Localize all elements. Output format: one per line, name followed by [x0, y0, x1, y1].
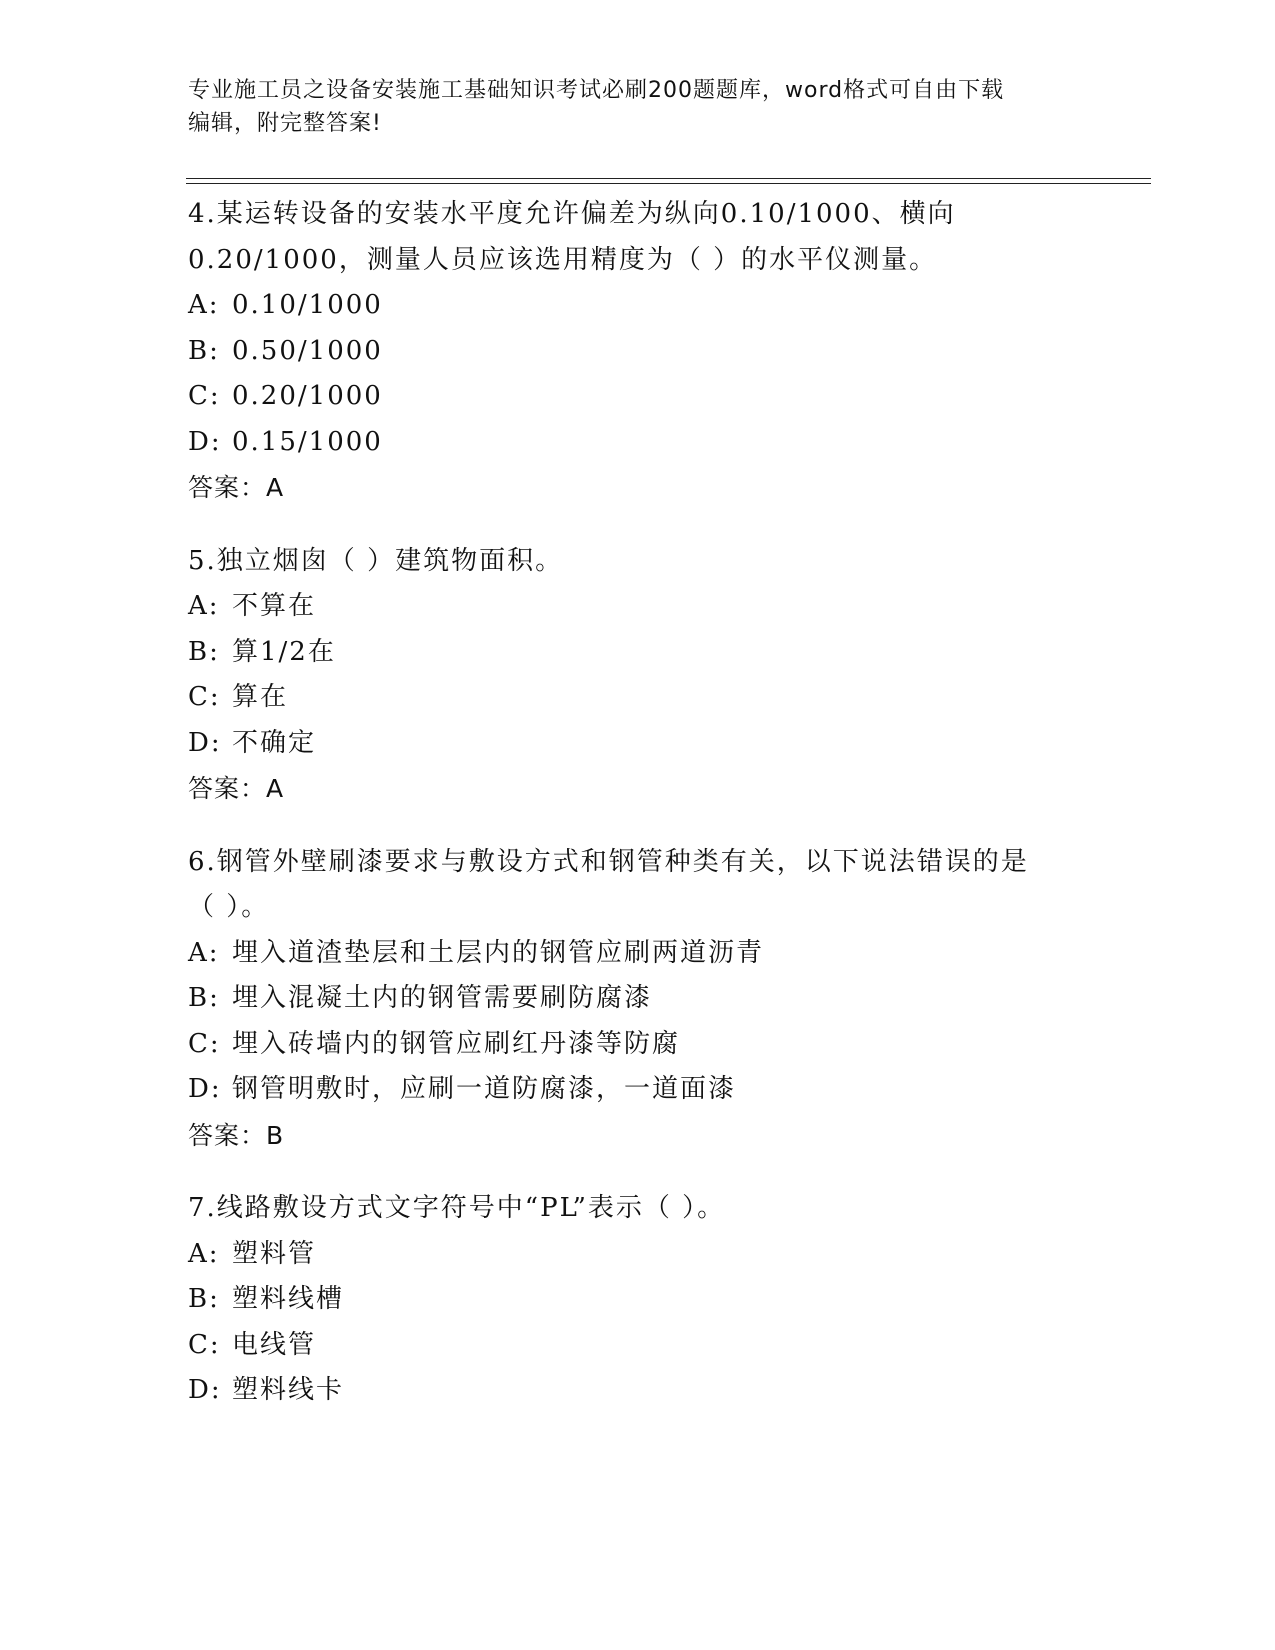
question-5: [188, 539, 1088, 812]
option-text: 电线管: [232, 1329, 317, 1360]
option-text: 埋入道渣垫层和土层内的钢管应刷两道沥青: [232, 937, 765, 968]
question-6: [188, 840, 1088, 1159]
question-stem: [188, 1186, 1088, 1232]
question-7: [188, 1186, 1088, 1414]
option-c: [188, 374, 1088, 420]
option-c: [188, 675, 1088, 721]
option-letter: A:: [188, 937, 220, 968]
option-d: [188, 1067, 1088, 1113]
option-text: 塑料线卡: [232, 1375, 345, 1405]
option-d: [188, 420, 1088, 466]
option-text: 埋入混凝土内的钢管需要刷防腐漆: [232, 983, 653, 1013]
option-a: [188, 931, 1088, 977]
question-stem-line-1: 7.线路敷设方式文字符号中“PL”表示（ ）。: [188, 1193, 726, 1223]
question-stem: [188, 840, 1088, 931]
header-title-line-2: 编辑，附完整答案!: [188, 111, 382, 136]
option-letter: B:: [188, 636, 220, 667]
answer-line: 答案：A: [188, 774, 285, 803]
option-text: 0.10/1000: [232, 290, 383, 320]
option-text: 塑料线槽: [232, 1284, 345, 1314]
option-text: 算1/2在: [232, 636, 336, 667]
option-letter: A:: [188, 1238, 220, 1269]
question-stem-line-1: 6.钢管外壁刷漆要求与敷设方式和钢管种类有关，以下说法错误的是: [188, 846, 1029, 877]
question-4: [188, 192, 1088, 511]
option-text: 塑料管: [232, 1238, 317, 1269]
option-b: [188, 1277, 1088, 1323]
option-text: 埋入砖墙内的钢管应刷红丹漆等防腐: [232, 1028, 681, 1059]
option-a: [188, 1232, 1088, 1278]
answer-line: 答案：A: [188, 473, 285, 502]
option-letter: B:: [188, 1284, 220, 1314]
option-letter: D:: [188, 1074, 222, 1104]
option-b: [188, 329, 1088, 375]
question-stem-line-2: 0.20/1000，测量人员应该选用精度为（ ）的水平仪测量。: [188, 244, 938, 275]
option-d: [188, 1368, 1088, 1414]
option-letter: A:: [188, 290, 220, 320]
question-list: [188, 192, 1088, 1442]
question-stem-line-1: 4.某运转设备的安装水平度允许偏差为纵向0.10/1000、横向: [188, 199, 956, 229]
option-letter: B:: [188, 983, 220, 1013]
option-letter: D:: [188, 1375, 222, 1405]
option-a: [188, 283, 1088, 329]
header-divider-top: [186, 178, 1151, 179]
question-stem: [188, 539, 1088, 585]
option-text: 0.20/1000: [232, 381, 383, 411]
option-text: 0.15/1000: [232, 426, 383, 457]
question-stem-line-1: 5.独立烟囱（ ）建筑物面积。: [188, 545, 564, 576]
option-text: 算在: [232, 682, 289, 712]
question-stem: [188, 192, 1088, 283]
option-c: [188, 1022, 1088, 1068]
header-title-line-1: 专业施工员之设备安装施工基础知识考试必刷200题题库，word格式可自由下载: [188, 78, 1005, 103]
option-letter: C:: [188, 1028, 221, 1059]
option-d: [188, 721, 1088, 767]
option-letter: C:: [188, 381, 221, 411]
answer-line: 答案：B: [188, 1120, 285, 1150]
option-letter: D:: [188, 727, 222, 758]
option-letter: C:: [188, 682, 221, 712]
option-text: 0.50/1000: [232, 335, 383, 366]
question-stem-line-2: （ ）。: [188, 892, 270, 922]
option-letter: B:: [188, 335, 220, 366]
option-b: [188, 630, 1088, 676]
option-text: 钢管明敷时，应刷一道防腐漆，一道面漆: [232, 1074, 737, 1104]
option-letter: C:: [188, 1329, 221, 1360]
option-b: [188, 976, 1088, 1022]
option-a: [188, 584, 1088, 630]
document-header: [188, 74, 1088, 140]
option-c: [188, 1323, 1088, 1369]
option-letter: D:: [188, 426, 222, 457]
header-divider-bottom: [186, 183, 1151, 184]
option-letter: A:: [188, 591, 220, 621]
option-text: 不确定: [232, 727, 317, 758]
option-text: 不算在: [232, 591, 317, 621]
